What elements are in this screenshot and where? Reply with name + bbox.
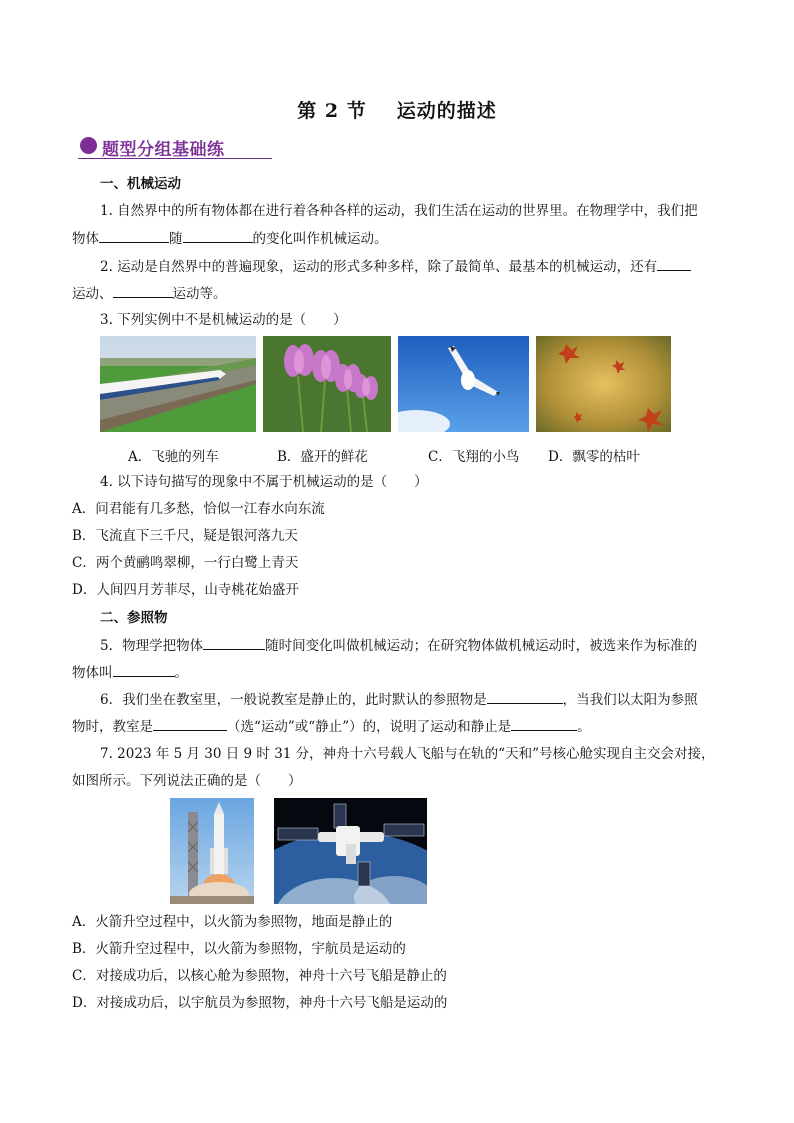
- q7-option-a: A．火箭升空过程中，以火箭为参照物，地面是静止的: [72, 914, 393, 930]
- blank[interactable]: [487, 689, 563, 704]
- blank[interactable]: [113, 283, 173, 298]
- bullet-dot-icon: [80, 137, 97, 154]
- leaves-image: [536, 336, 671, 432]
- q6-line1: 6．我们坐在教室里，一般说教室是静止的，此时默认的参照物是 ，当我们以太阳为参照: [100, 689, 750, 710]
- section-name: 运动的描述: [396, 100, 497, 122]
- blank[interactable]: [657, 256, 691, 271]
- q3-option-a: A．飞驰的列车: [128, 449, 219, 465]
- q4-option-d: D．人间四月芳菲尽，山寺桃花始盛开: [72, 582, 299, 598]
- bird-image: [398, 336, 529, 432]
- q7-line1: 7. 2023 年 5 月 30 日 9 时 31 分，神舟十六号载人飞船与在轨的“天和”号核心舱实现自主交会对接，: [100, 746, 715, 762]
- banner-label: 题型分组基础练: [102, 140, 225, 160]
- blank[interactable]: [511, 716, 577, 731]
- q7-option-b: B．火箭升空过程中，以火箭为参照物，宇航员是运动的: [72, 941, 406, 957]
- q4-option-c: C．两个黄鹂鸣翠柳，一行白鹭上青天: [72, 555, 299, 571]
- blank[interactable]: [99, 228, 169, 243]
- flowers-image: [263, 336, 391, 432]
- q4-stem: 4. 以下诗句描写的现象中不属于机械运动的是（ ）: [100, 474, 428, 490]
- heading-reference-frame: 二、参照物: [100, 610, 168, 626]
- q4-option-a: A．问君能有几多愁，恰似一江春水向东流: [72, 501, 325, 517]
- blank[interactable]: [183, 228, 253, 243]
- train-image: [100, 336, 256, 432]
- q3-option-b: B．盛开的鲜花: [277, 449, 368, 465]
- heading-mechanical-motion: 一、机械运动: [100, 176, 181, 192]
- blank[interactable]: [153, 716, 227, 731]
- q1-line1: 1. 自然界中的所有物体都在进行着各种各样的运动，我们生活在运动的世界里。在物理学中，我们把: [100, 203, 698, 219]
- q7-line2: 如图所示。下列说法正确的是（ ）: [72, 773, 302, 789]
- q5-line2: 物体叫 。: [72, 662, 722, 683]
- section-banner: [78, 134, 272, 159]
- q5-line1: 5．物理学把物体 随时间变化叫做机械运动；在研究物体做机械运动时，被选来作为标准的: [100, 635, 750, 656]
- q2-line1: 2. 运动是自然界中的普遍现象，运动的形式多种多样，除了最简单、最基本的机械运动，还有: [100, 256, 750, 277]
- q7-option-c: C．对接成功后，以核心舱为参照物，神舟十六号飞船是静止的: [72, 968, 447, 984]
- space-station-image: [274, 798, 427, 904]
- q3-stem: 3. 下列实例中不是机械运动的是（ ）: [100, 312, 347, 328]
- q6-line2: 物时，教室是 （选“运动”或“静止”）的，说明了运动和静止是 。: [72, 716, 722, 737]
- rocket-launch-image: [170, 798, 254, 904]
- blank[interactable]: [113, 662, 175, 677]
- q3-option-d: D．飘零的枯叶: [548, 449, 640, 465]
- q3-option-c: C．飞翔的小鸟: [428, 449, 520, 465]
- q7-option-d: D．对接成功后，以宇航员为参照物，神舟十六号飞船是运动的: [72, 995, 448, 1011]
- section-number: 第 2 节: [297, 100, 367, 122]
- q4-option-b: B．飞流直下三千尺，疑是银河落九天: [72, 528, 298, 544]
- q2-line2: 运动、 运动等。: [72, 283, 722, 304]
- page-title: [0, 96, 794, 123]
- q1-line2: 物体 随 的变化叫作机械运动。: [72, 228, 722, 249]
- blank[interactable]: [203, 635, 265, 650]
